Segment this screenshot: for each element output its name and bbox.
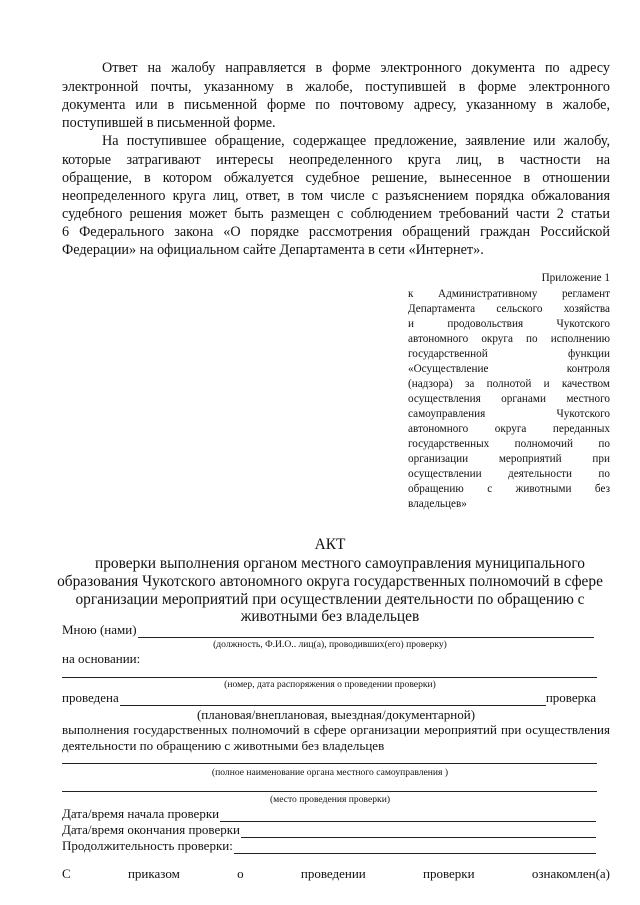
order-word: проведении — [300, 866, 366, 881]
basis-hint: (номер, дата распоряжения о проведении проверки) — [224, 679, 436, 690]
appendix-line: государственных полномочий по — [408, 438, 610, 450]
inspector-label: Мною (нами) — [62, 622, 137, 637]
paragraph-1-line: Ответ на жалобу направляется в форме электронного документа по адресу — [102, 60, 610, 76]
act-subtitle-line: организации мероприятий при осуществлении деятельности по обращению с — [75, 591, 585, 608]
order-word: С — [62, 866, 71, 881]
appendix-line: осуществления органами местного — [408, 393, 610, 405]
inspector-field-row — [62, 622, 594, 638]
paragraph-2-line: Федерации» на официальном сайте Департамента в сети «Интернет». — [62, 242, 484, 258]
appendix-line: (надзора) за полнотой и качеством — [408, 378, 610, 390]
end-time-row — [62, 822, 596, 838]
appendix-line: осуществлении деятельности по — [408, 468, 610, 480]
appendix-line: «Осуществление контроля — [408, 363, 610, 375]
check-type-input-line[interactable] — [120, 693, 546, 706]
appendix-line: автономного округа переданных — [408, 423, 610, 435]
check-word: проверка — [545, 690, 596, 705]
inspector-input-line[interactable] — [138, 625, 594, 638]
organ-input-line[interactable] — [62, 763, 597, 764]
appendix-line: автономного округа по исполнению — [408, 333, 610, 345]
order-word: проверки — [423, 866, 475, 881]
appendix-line: и продовольствия Чукотского — [408, 318, 610, 330]
end-time-label: Дата/время окончания проверки — [62, 822, 241, 837]
duration-row — [62, 838, 596, 854]
place-hint: (место проведения проверки) — [269, 794, 391, 805]
act-title: АКТ — [314, 536, 346, 553]
appendix-line: Департамента сельского хозяйства — [408, 303, 610, 315]
paragraph-2-line: судебного решения может быть размещен с соблюдением требований части 2 статьи — [62, 206, 610, 222]
appendix-line: самоуправления Чукотского — [408, 408, 610, 420]
paragraph-1-line: электронной почты, указанному в жалобе, поступившей в форме электронного — [62, 79, 610, 95]
appendix-line: организации мероприятий при — [408, 453, 610, 465]
appendix-line: государственной функции — [408, 348, 610, 360]
order-word: приказом — [127, 866, 180, 881]
basis-label: на основании: — [62, 651, 141, 666]
conducted-label: проведена — [62, 690, 119, 705]
check-type-hint: (плановая/внеплановая, выездная/документарной) — [196, 707, 476, 722]
duration-input-line[interactable] — [234, 841, 596, 854]
execution-line: деятельности по обращению с животными без владельцев — [62, 738, 385, 753]
paragraph-2-line: которые затрагивают интересы неопределенного круга лиц, в частности на — [62, 152, 610, 168]
check-type-row — [62, 690, 596, 706]
act-subtitle-line: животными без владельцев — [240, 608, 420, 625]
place-input-line[interactable] — [62, 791, 597, 792]
order-acknowledgement-row — [62, 866, 610, 882]
paragraph-2-line: На поступившее обращение, содержащее предложение, заявление или жалобу, — [102, 133, 610, 149]
start-time-row — [62, 806, 596, 822]
order-word: ознакомлен(а) — [531, 866, 610, 881]
appendix-line: к Административному регламент — [408, 288, 610, 300]
paragraph-1-line: документа или в письменной форме по почтовому адресу, указанному в жалобе, — [62, 97, 610, 113]
appendix-heading: Приложение 1 — [541, 272, 610, 284]
appendix-line: обращению с животными без — [408, 483, 610, 495]
start-time-input-line[interactable] — [220, 809, 596, 822]
paragraph-2-line: 6 Федерального закона «О порядке рассмотрения обращений граждан Российской — [62, 224, 610, 240]
paragraph-2-line: обращение, в котором обжалуется судебное решение, вынесенное в отношении — [62, 170, 610, 186]
organ-hint: (полное наименование органа местного самоуправления ) — [211, 767, 449, 778]
act-subtitle-line: проверки выполнения органом местного самоуправления муниципального — [94, 555, 586, 572]
inspector-hint: (должность, Ф.И.О.. лиц(а), проводивших(его) проверку) — [213, 639, 447, 650]
paragraph-2-line: неопределенного круга лиц, ответ, в том числе с разъяснением порядка обжалования — [62, 188, 610, 204]
act-subtitle-line: образования Чукотского автономного округа государственных полномочий в сфере — [57, 573, 603, 590]
start-time-label: Дата/время начала проверки — [62, 806, 220, 821]
execution-line: выполнения государственных полномочий в сфере организации мероприятий при осуществления — [62, 722, 610, 737]
appendix-line: владельцев» — [408, 498, 467, 510]
end-time-input-line[interactable] — [241, 825, 596, 838]
basis-input-line[interactable] — [62, 677, 597, 678]
order-word: о — [237, 866, 244, 881]
paragraph-1-line: поступившей в письменной форме. — [62, 115, 276, 131]
duration-label: Продолжительность проверки: — [62, 838, 233, 853]
